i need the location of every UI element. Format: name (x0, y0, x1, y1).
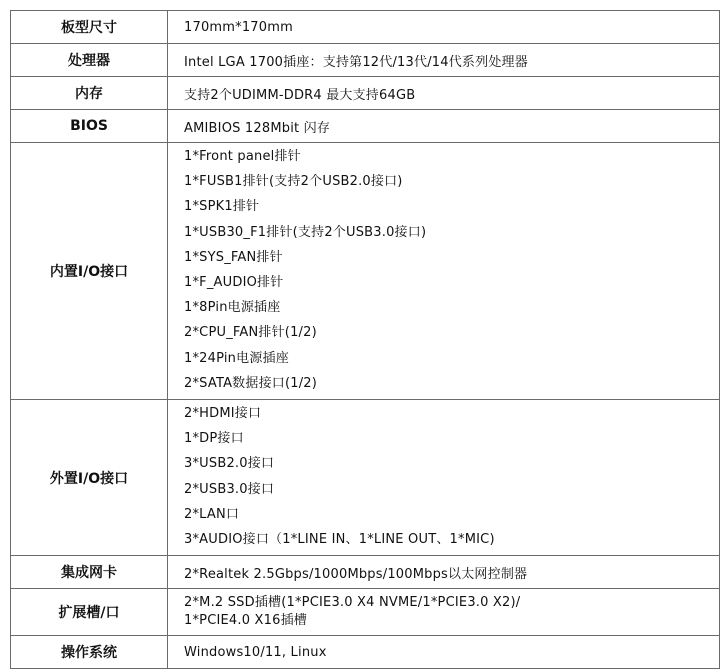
table-row-os (11, 636, 720, 669)
value-line: 支持2个UDIMM-DDR4 最大支持64GB (184, 87, 416, 103)
row-value (168, 11, 720, 44)
value-line: 170mm*170mm (184, 19, 293, 35)
row-label: 操作系统 (11, 636, 168, 669)
value-line: Intel LGA 1700插座：支持第12代/13代/14代系列处理器 (184, 54, 528, 70)
value-line: 1*8Pin电源插座 (184, 300, 281, 316)
row-label: 处理器 (11, 44, 168, 77)
row-label: 外置I/O接口 (11, 400, 168, 556)
value-line: 2*USB3.0接口 (184, 481, 275, 497)
table-row-network (11, 556, 720, 589)
value-line: 1*USB30_F1排针(支持2个USB3.0接口) (184, 224, 427, 240)
row-value (168, 77, 720, 110)
table-row-expansion (11, 589, 720, 636)
value-line: 2*Realtek 2.5Gbps/1000Mbps/100Mbps以太网控制器 (184, 566, 528, 582)
row-label: 扩展槽/口 (11, 589, 168, 636)
value-line: 1*F_AUDIO排针 (184, 275, 284, 291)
spec-table (10, 10, 720, 669)
value-line: 1*SPK1排针 (184, 199, 260, 215)
value-line: AMIBIOS 128Mbit 闪存 (184, 120, 331, 136)
row-value (168, 400, 720, 556)
table-row-external-io (11, 400, 720, 556)
row-label: BIOS (11, 110, 168, 143)
row-label: 内存 (11, 77, 168, 110)
row-value (168, 110, 720, 143)
value-line: 1*24Pin电源插座 (184, 350, 289, 366)
value-line: 2*SATA数据接口(1/2) (184, 375, 318, 391)
value-line: 2*M.2 SSD插槽(1*PCIE3.0 X4 NVME/1*PCIE3.0 X2)/ (184, 595, 521, 611)
row-value (168, 589, 720, 636)
value-line: 1*PCIE4.0 X16插槽 (184, 613, 307, 629)
value-line: 3*AUDIO接口（1*LINE IN、1*LINE OUT、1*MIC) (184, 532, 495, 548)
value-line: 1*DP接口 (184, 431, 244, 447)
row-value (168, 556, 720, 589)
table-row-internal-io (11, 143, 720, 400)
value-line: 1*FUSB1排针(支持2个USB2.0接口) (184, 174, 403, 190)
row-label: 集成网卡 (11, 556, 168, 589)
value-line: 2*CPU_FAN排针(1/2) (184, 325, 317, 341)
table-row-bios (11, 110, 720, 143)
value-line: 1*Front panel排针 (184, 149, 301, 164)
table-row-board-size (11, 11, 720, 44)
table-row-memory (11, 77, 720, 110)
row-label: 板型尺寸 (11, 11, 168, 44)
value-line: 1*SYS_FAN排针 (184, 249, 283, 265)
value-line: 2*LAN口 (184, 506, 240, 522)
value-line: 3*USB2.0接口 (184, 456, 275, 472)
value-line: Windows10/11, Linux (184, 644, 327, 660)
row-label: 内置I/O接口 (11, 143, 168, 400)
row-value (168, 636, 720, 669)
table-row-processor (11, 44, 720, 77)
value-line: 2*HDMI接口 (184, 406, 262, 422)
row-value (168, 143, 720, 400)
row-value (168, 44, 720, 77)
